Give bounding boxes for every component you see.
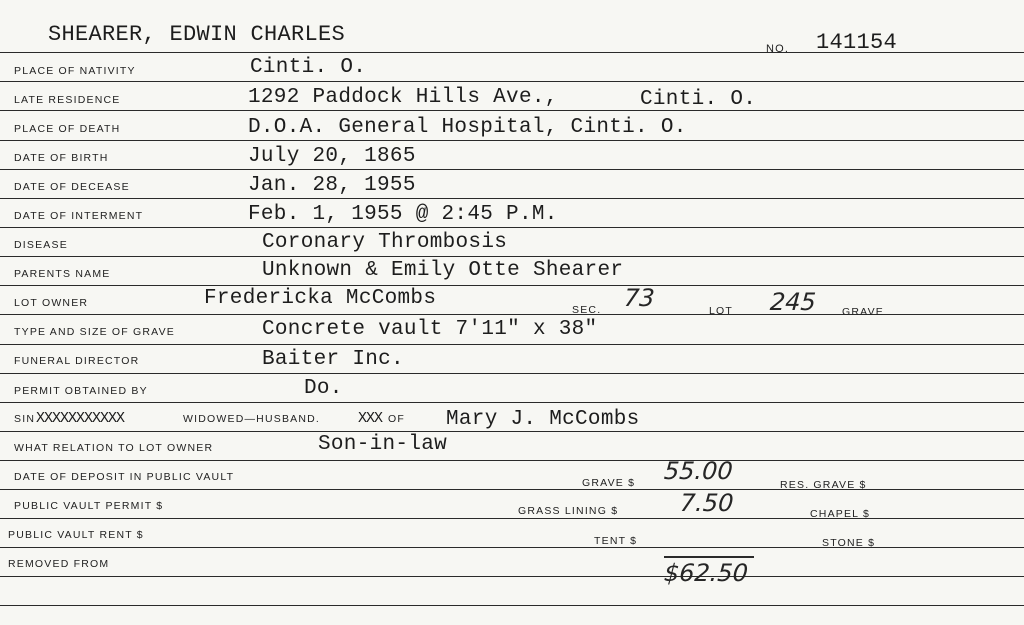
rule — [0, 489, 1024, 490]
deceased-name: SHEARER, EDWIN CHARLES — [48, 22, 346, 47]
rule — [0, 518, 1024, 519]
nativity-label: PLACE OF NATIVITY — [14, 65, 136, 77]
rule — [0, 402, 1024, 403]
parents-value: Unknown & Emily Otte Shearer — [262, 259, 624, 282]
removed-label: REMOVED FROM — [8, 558, 110, 570]
rule — [0, 227, 1024, 228]
rule — [0, 110, 1024, 111]
lot-owner-value: Fredericka McCombs — [204, 287, 437, 310]
birth-label: DATE OF BIRTH — [14, 152, 109, 164]
permit-label: PERMIT OBTAINED BY — [14, 385, 148, 397]
residence-label: LATE RESIDENCE — [14, 94, 121, 106]
section-value: 73 — [623, 284, 656, 312]
chapel-label: CHAPEL $ — [810, 508, 870, 520]
relation-value: Son-in-law — [318, 433, 448, 456]
res-grave-label: RES. GRAVE $ — [780, 479, 867, 491]
disease-label: DISEASE — [14, 239, 68, 251]
lot-value: 245 — [769, 288, 817, 316]
grass-lining-value: 7.50 — [679, 489, 735, 517]
rule — [0, 140, 1024, 141]
rule — [0, 81, 1024, 82]
grave-type-value: Concrete vault 7'11" x 38" — [262, 318, 598, 341]
funeral-director-label: FUNERAL DIRECTOR — [14, 355, 140, 367]
marital-of-label: OF — [388, 413, 405, 425]
marital-prefix: SIN — [14, 413, 36, 425]
rule — [0, 576, 1024, 577]
rule — [0, 256, 1024, 257]
rule — [0, 344, 1024, 345]
interment-label: DATE OF INTERMENT — [14, 210, 144, 222]
birth-value: July 20, 1865 — [248, 145, 416, 168]
vault-permit-label: PUBLIC VAULT PERMIT $ — [14, 500, 164, 512]
marital-label: WIDOWED—HUSBAND. — [183, 413, 321, 425]
disease-value: Coronary Thrombosis — [262, 231, 508, 254]
rule — [0, 373, 1024, 374]
funeral-director-value: Baiter Inc. — [262, 348, 404, 371]
total-rule — [664, 556, 754, 558]
residence-value: 1292 Paddock Hills Ave., — [248, 86, 558, 109]
grave-label: GRAVE — [842, 306, 884, 318]
stone-label: STONE $ — [822, 537, 876, 549]
deposit-label: DATE OF DEPOSIT IN PUBLIC VAULT — [14, 471, 235, 483]
decease-label: DATE OF DECEASE — [14, 181, 130, 193]
marital-struck-2: XXX — [358, 410, 383, 427]
rule — [0, 169, 1024, 170]
marital-struck: XXXXXXXXXXX — [36, 410, 125, 427]
total-value: $62.50 — [663, 559, 749, 587]
lot-label: LOT — [709, 305, 734, 317]
lot-owner-label: LOT OWNER — [14, 297, 89, 309]
number-label: NO. — [766, 43, 790, 55]
interment-value: Feb. 1, 1955 @ 2:45 P.M. — [248, 203, 558, 226]
tent-label: TENT $ — [594, 535, 638, 547]
rule — [0, 198, 1024, 199]
death-place-value: D.O.A. General Hospital, Cinti. O. — [248, 116, 687, 139]
parents-label: PARENTS NAME — [14, 268, 111, 280]
relation-label: WHAT RELATION TO LOT OWNER — [14, 442, 214, 454]
grass-lining-label: GRASS LINING $ — [518, 505, 619, 517]
vault-rent-label: PUBLIC VAULT RENT $ — [8, 529, 144, 541]
grave-fee-label: GRAVE $ — [582, 477, 636, 489]
rule — [0, 460, 1024, 461]
rule — [0, 605, 1024, 606]
rule — [0, 431, 1024, 432]
decease-value: Jan. 28, 1955 — [248, 174, 416, 197]
rule — [0, 285, 1024, 286]
spouse-value: Mary J. McCombs — [446, 408, 640, 431]
death-place-label: PLACE OF DEATH — [14, 123, 121, 135]
grave-type-label: TYPE AND SIZE OF GRAVE — [14, 326, 175, 338]
nativity-value: Cinti. O. — [250, 56, 367, 79]
section-label: SEC. — [572, 304, 602, 316]
residence-city: Cinti. O. — [640, 88, 757, 111]
record-number: 141154 — [816, 30, 898, 55]
grave-fee-value: 55.00 — [663, 457, 734, 485]
permit-value: Do. — [304, 377, 343, 400]
